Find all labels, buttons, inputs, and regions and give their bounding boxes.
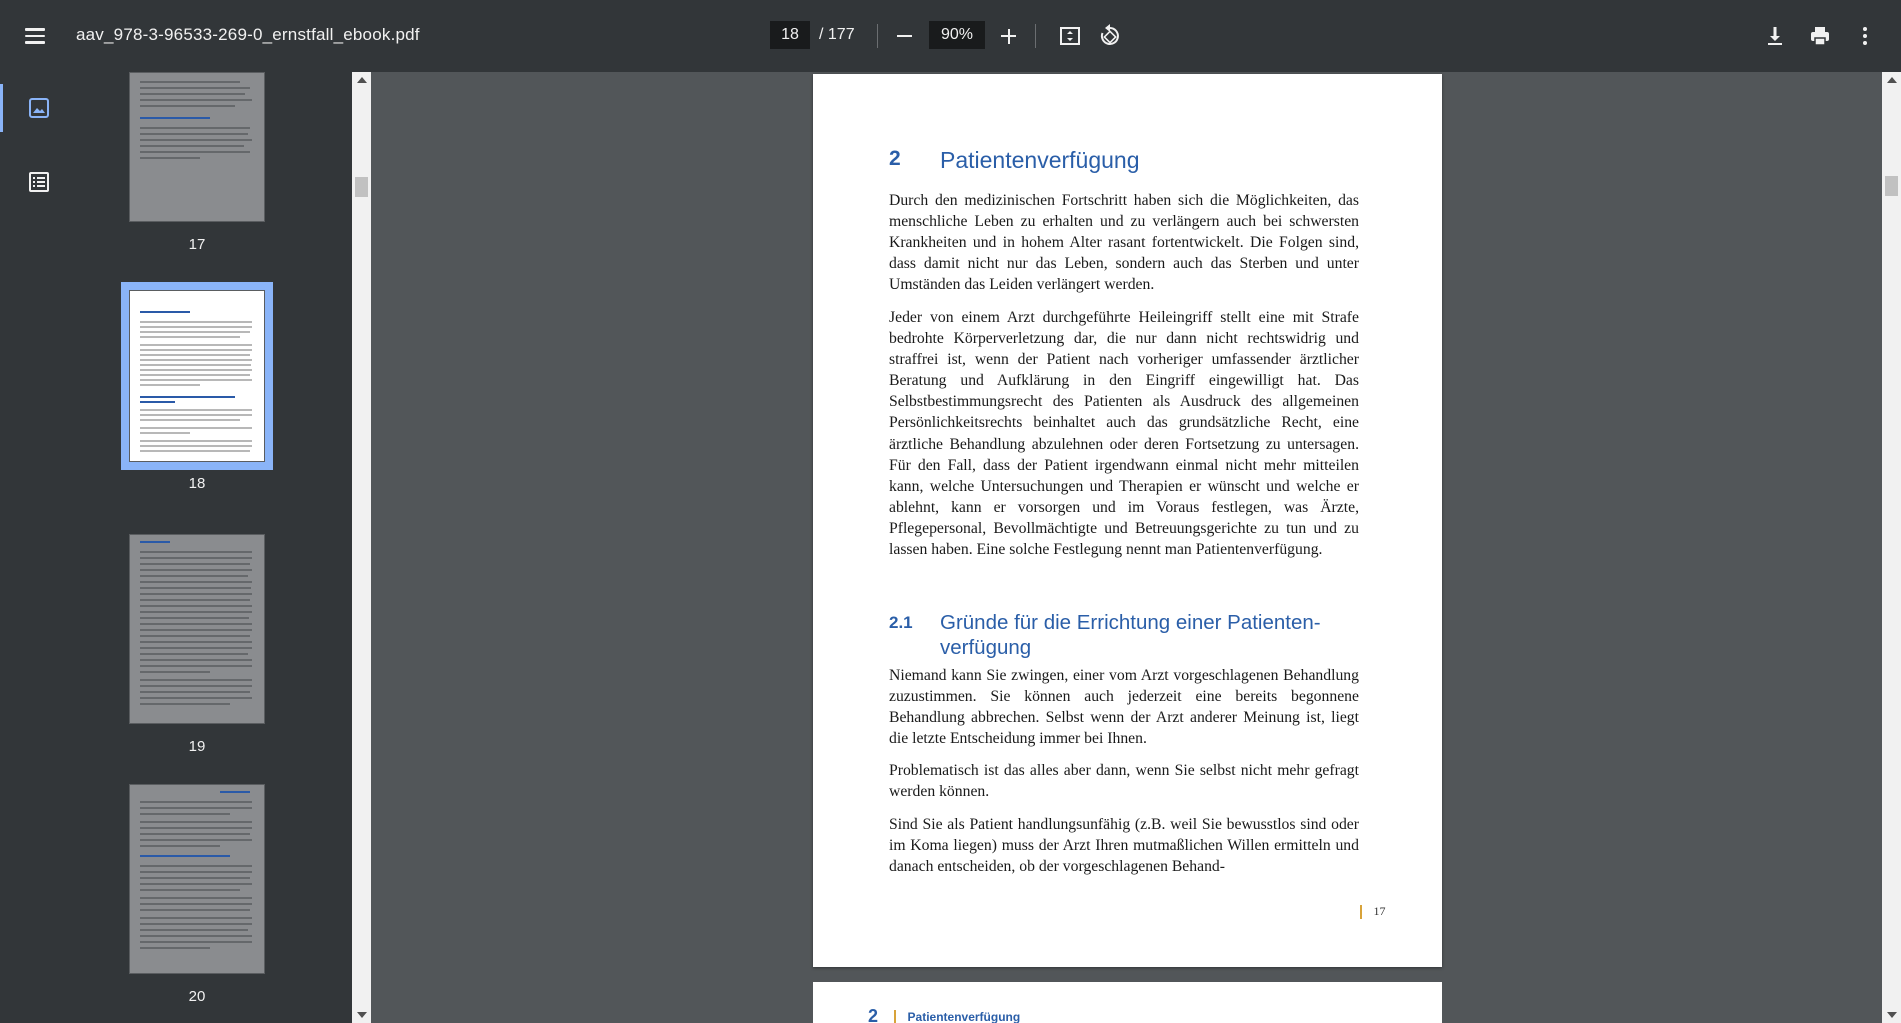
paragraph: Durch den medizinischen Fortschritt haben sich die Möglichkeiten, das menschliche Leben zu erhalten und zu verlängern auch bei schwersten Krankheiten und in hohem Alter rasant fortentwickelt. Die Folgen sind, dass damit nicht nur das Leben, sondern auch das Sterben und unter Umständen das Leiden verlängert werden. — [889, 192, 1359, 294]
zoom-in-icon[interactable] — [997, 22, 1021, 50]
document-scrollbar[interactable] — [1882, 72, 1901, 1023]
section-heading — [889, 610, 1350, 660]
image-icon — [27, 96, 51, 120]
thumbnail-page-20[interactable] — [129, 784, 265, 1005]
chapter-number: 2 — [889, 147, 901, 170]
thumbnail-image — [129, 290, 265, 462]
download-icon[interactable] — [1759, 20, 1791, 52]
paragraph: Jeder von einem Arzt durchgeführte Heileingriff stellt eine mit Strafe bedrohte Körperverletzung dar, die nur dann nicht rechtswidrig und straffrei ist, wenn der Patient nach vorheriger umfassender ärztlicher Beratung und Aufklärung in den Eingriff eingewilligt hat. Das Selbstbestimmungsrecht des Patienten als Ausdruck des allgemeinen Persönlichkeitsrechts beinhaltet auch das grundsätzliche Recht, eine ärztliche Behandlung abzulehnen oder deren Fortsetzung zu untersagen. Für den Fall, dass der Patient irgendwann einmal nicht mehr mitteilen kann, welche Untersuchungen und Therapien er wünscht und welche er ablehnt, kann er vorsorgen und im Voraus festlegen, was Ärzte, Pflegepersonal, Bevollmächtigte und Betreuungsgerichte zu tun und zu lassen haben. Eine solche Festlegung nennt man Patientenverfügung. — [889, 309, 1359, 559]
page-total: / 177 — [819, 26, 855, 43]
running-head-rule — [894, 1010, 896, 1023]
thumbnails-tab[interactable] — [0, 84, 80, 132]
thumbnail-label: 18 — [188, 475, 206, 492]
zoom-out-icon[interactable] — [893, 22, 917, 50]
folio-rule — [1360, 905, 1362, 919]
divider — [1035, 24, 1036, 48]
list-icon — [27, 170, 51, 194]
page-number: 17 — [1373, 904, 1386, 918]
thumbnail-scrollbar[interactable] — [352, 72, 371, 1023]
scroll-up-arrow-icon[interactable] — [357, 77, 367, 83]
chapter-title: Patientenverfügung — [940, 147, 1140, 173]
running-head-number: 2 — [868, 1006, 879, 1023]
more-vert-icon[interactable] — [1849, 20, 1881, 52]
page-number-input[interactable] — [770, 21, 810, 49]
section-number: 2.1 — [889, 613, 913, 632]
pdf-page-next — [813, 982, 1442, 1023]
thumbnail-panel — [80, 72, 352, 1023]
fit-page-icon[interactable] — [1054, 20, 1086, 52]
outline-tab[interactable] — [0, 158, 80, 206]
zoom-input[interactable] — [929, 21, 985, 49]
thumbnail-page-19[interactable] — [129, 534, 265, 755]
document-title: aav_978-3-96533-269-0_ernstfall_ebook.pdf — [76, 25, 420, 44]
paragraph: Sind Sie als Patient handlungsunfähig (z.B. weil Sie bewusstlos sind oder im Koma liegen) muss der Arzt Ihren mutmaßlichen Willen ermitteln und danach entscheiden, ob der vorgeschlagenen Behand- — [889, 816, 1359, 876]
print-icon[interactable] — [1804, 20, 1836, 52]
chapter-heading — [889, 147, 1140, 174]
menu-icon[interactable] — [22, 22, 50, 50]
running-head-title: Patientenverfügung — [907, 1009, 1021, 1023]
paragraph: Problematisch ist das alles aber dann, wenn Sie selbst nicht mehr gefragt werden können. — [889, 762, 1359, 801]
scroll-down-arrow-icon[interactable] — [357, 1012, 367, 1018]
thumbnail-image — [129, 534, 265, 724]
scroll-up-arrow-icon[interactable] — [1887, 77, 1897, 83]
rotate-icon[interactable] — [1094, 20, 1126, 52]
thumbnail-page-18[interactable] — [129, 285, 265, 492]
scrollbar-thumb[interactable] — [355, 177, 368, 197]
scrollbar-thumb[interactable] — [1885, 176, 1898, 196]
page-folio — [1360, 904, 1386, 919]
running-head — [868, 1006, 1020, 1023]
thumbnail-page-17[interactable] — [129, 72, 265, 253]
document-viewer[interactable] — [371, 72, 1882, 1023]
sidebar — [0, 72, 80, 1023]
scroll-down-arrow-icon[interactable] — [1887, 1012, 1897, 1018]
pdf-page — [813, 74, 1442, 967]
divider — [877, 24, 878, 48]
paragraph: Niemand kann Sie zwingen, einer vom Arzt vorgeschlagenen Behandlung zuzustimmen. Sie können auch jederzeit eine bereits begonnene Behandlung abbrechen. Selbst wenn der Arzt anderer Meinung ist, liegt die letzte Entscheidung immer bei Ihnen. — [889, 667, 1359, 748]
page-selector — [770, 21, 855, 49]
toolbar — [0, 0, 1901, 72]
thumbnail-label: 20 — [188, 988, 206, 1005]
thumbnail-image — [129, 784, 265, 974]
thumbnail-label: 19 — [188, 738, 206, 755]
section-title: Gründe für die Errichtung einer Patienten-verfügung — [940, 611, 1321, 659]
thumbnail-label: 17 — [188, 236, 206, 253]
thumbnail-image — [129, 72, 265, 222]
